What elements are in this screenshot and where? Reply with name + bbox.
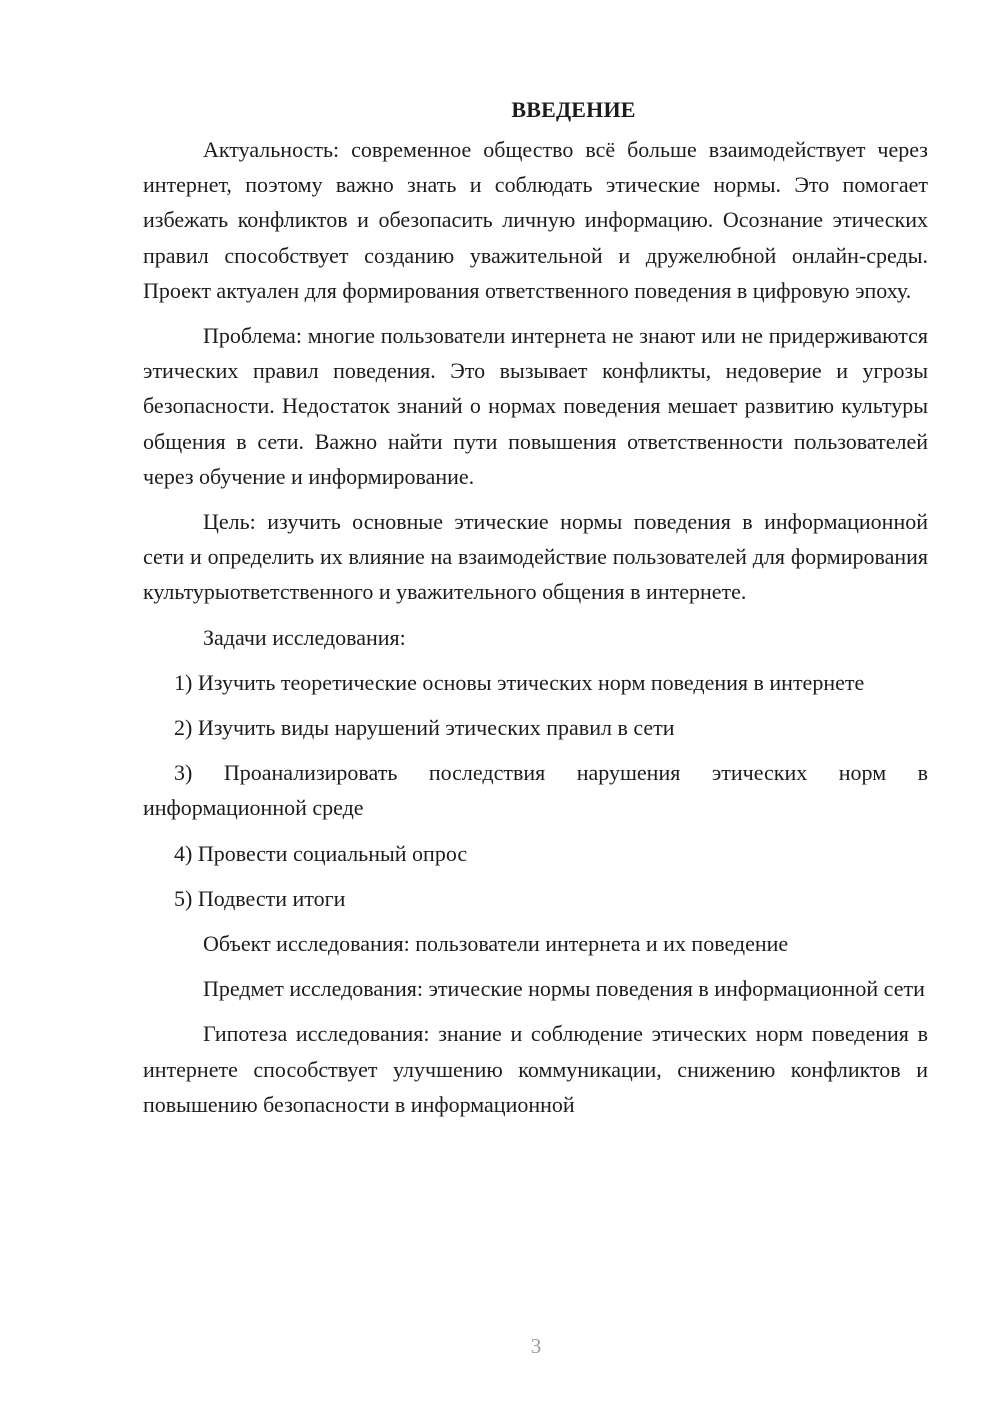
task-item-1: 1) Изучить теоретические основы этических норм поведения в интернете: [174, 669, 865, 695]
task-item-2: 2) Изучить виды нарушений этических правил в сети: [174, 715, 675, 741]
task-item-4: 4) Провести социальный опрос: [174, 840, 468, 866]
tasks-title: Задачи исследования:: [203, 624, 406, 650]
page-title: ВВЕДЕНИЕ: [511, 97, 636, 122]
subject-paragraph: Предмет исследования: этические нормы поведения в информационной сети: [203, 976, 925, 1002]
task-item-5: 5) Подвести итоги: [174, 885, 346, 911]
relevance-paragraph: Актуальность: современное общество всё больше взаимодействует через интернет, поэтому важно знать и соблюдать этические нормы. Это помогает избежать конфликтов и обезопасить личную информацию. Осознание этических правил способствует созданию уважительной и дружелюбной онлайн-среды. Проект актуален для формирования ответственного поведения в цифровую эпоху.: [143, 137, 928, 303]
task-item-3: 3) Проанализировать последствия нарушения этических норм в информационной среде: [143, 760, 928, 821]
object-paragraph: Объект исследования: пользователи интернета и их поведение: [203, 931, 789, 957]
problem-paragraph: Проблема: многие пользователи интернета не знают или не придерживаются этических правил поведения. Это вызывает конфликты, недоверие и угрозы безопасности. Недостаток знаний о нормах поведения мешает развитию культуры общения в сети. Важно найти пути повышения ответственности пользователей через обучение и информирование.: [143, 323, 928, 489]
document-page: [143, 92, 928, 1132]
goal-paragraph: Цель: изучить основные этические нормы поведения в информационной сети и определить их влияние на взаимодействие пользователей для формирования культурыответственного и уважительного общения в интернете.: [143, 509, 928, 605]
hypothesis-paragraph: Гипотеза исследования: знание и соблюдение этических норм поведения в интернете способствует улучшению коммуникации, снижению конфликтов и повышению безопасности в информационной: [143, 1021, 928, 1117]
page-number: 3: [530, 1334, 542, 1358]
